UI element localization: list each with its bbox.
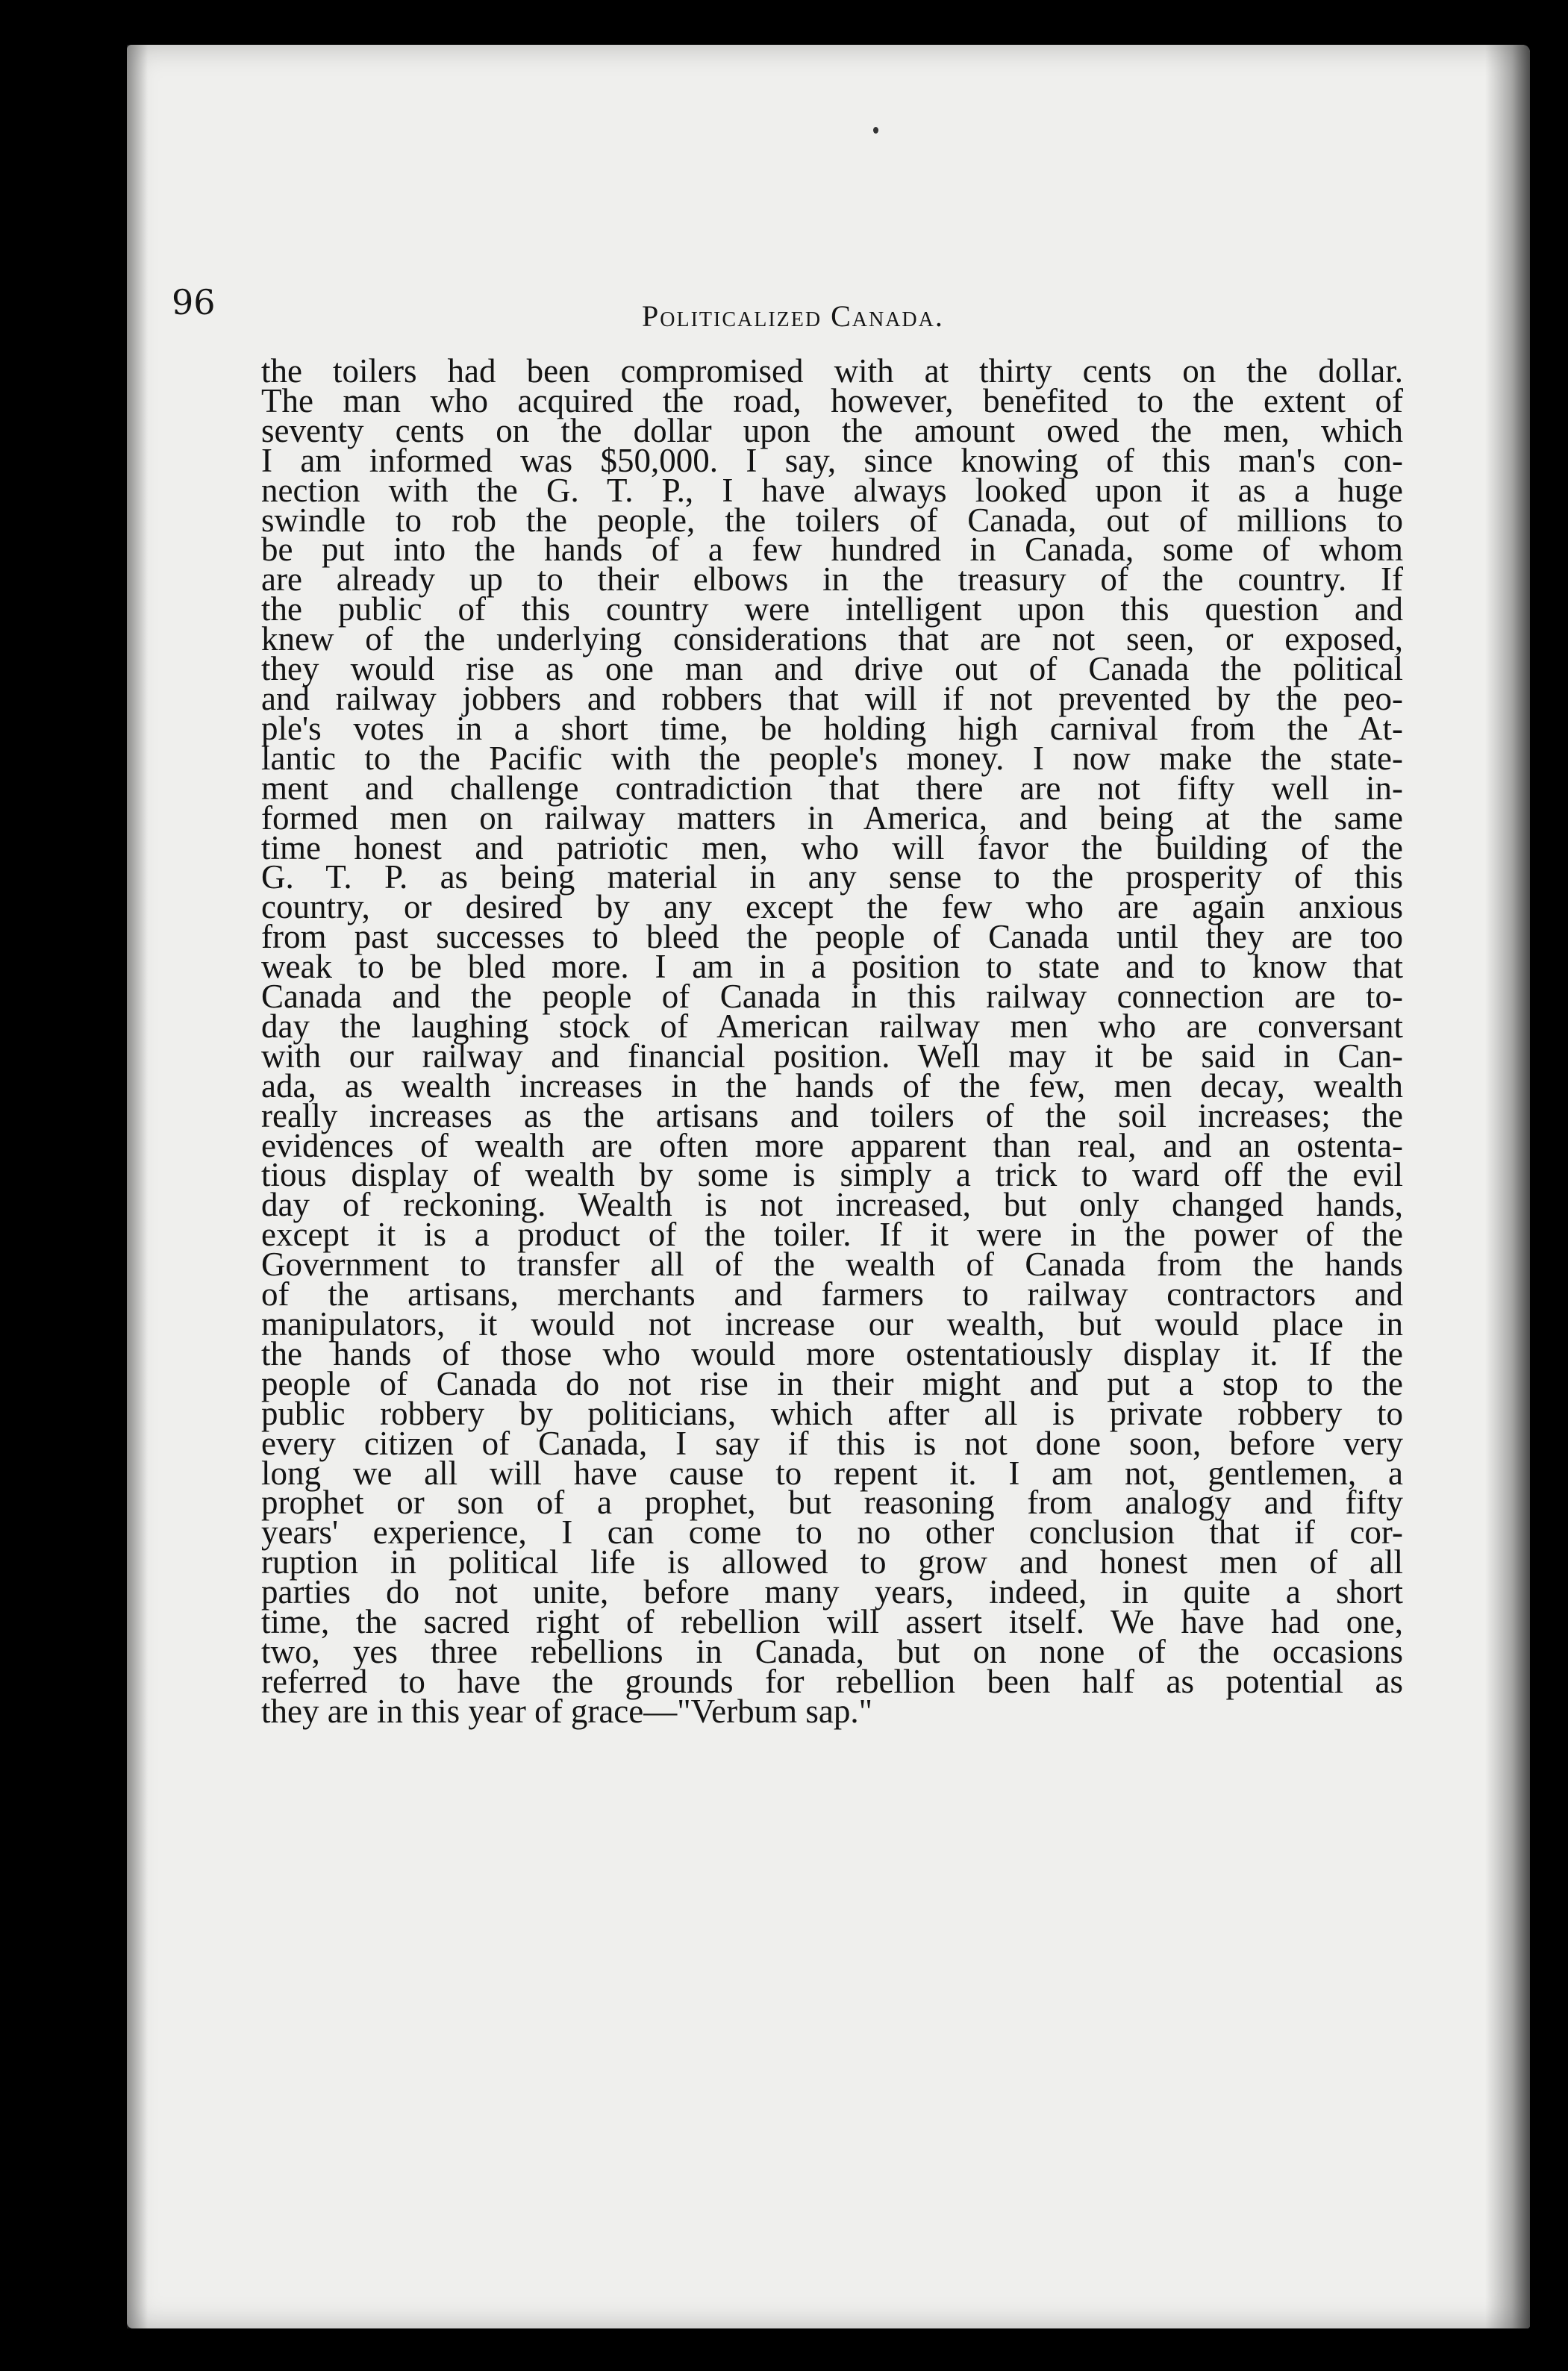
text-line: swindle to rob the people, the toilers of Canada, out of millions to [261, 501, 1403, 539]
text-line: except it is a product of the toiler. If it were in the power of the [261, 1216, 1403, 1254]
text-line: prophet or son of a prophet, but reasoning from analogy and fifty [261, 1484, 1403, 1522]
text-line: knew of the underlying considerations that are not seen, or exposed, [261, 620, 1403, 658]
text-line: tious display of wealth by some is simply a trick to ward off the evil [261, 1156, 1403, 1194]
text-line: manipulators, it would not increase our wealth, but would place in [261, 1305, 1403, 1343]
body-text [261, 352, 1403, 1730]
text-line: The man who acquired the road, however, benefited to the extent of [261, 381, 1403, 419]
text-line: with our railway and financial position. Well may it be said in Can- [261, 1037, 1403, 1075]
page-number: 96 [172, 282, 216, 322]
text-line: of the artisans, merchants and farmers to railway contractors and [261, 1275, 1403, 1313]
text-line: they are in this year of grace—"Verbum sap." [261, 1692, 872, 1730]
text-line: nection with the G. T. P., I have always looked upon it as a huge [261, 471, 1403, 509]
text-line: lantic to the Pacific with the people's money. I now make the state- [261, 739, 1403, 777]
text-line: formed men on railway matters in America, and being at the same [261, 799, 1403, 837]
scan-speck [873, 127, 878, 134]
page-shadow-right [1485, 45, 1530, 2328]
text-line: day the laughing stock of American railway men who are conversant [261, 1007, 1403, 1045]
running-title: Politicalized Canada. [642, 299, 944, 333]
text-line: country, or desired by any except the few who are again anxious [261, 888, 1403, 926]
text-line: evidences of wealth are often more apparent than real, and an ostenta- [261, 1126, 1403, 1164]
text-line: seventy cents on the dollar upon the amount owed the men, which [261, 411, 1403, 449]
text-line: day of reckoning. Wealth is not increased, but only changed hands, [261, 1186, 1403, 1224]
text-line: public robbery by politicians, which after all is private robbery to [261, 1394, 1403, 1432]
text-line: from past successes to bleed the people of Canada until they are too [261, 918, 1403, 956]
text-line: referred to have the grounds for rebellion been half as potential as [261, 1662, 1403, 1700]
page-shadow-left [127, 45, 148, 2328]
text-line: G. T. P. as being material in any sense to the prosperity of this [261, 858, 1403, 896]
text-line: the hands of those who would more ostentatiously display it. If the [261, 1334, 1403, 1372]
text-line: parties do not unite, before many years, indeed, in quite a short [261, 1573, 1403, 1611]
text-line: two, yes three rebellions in Canada, but on none of the occasions [261, 1632, 1403, 1670]
text-line: ple's votes in a short time, be holding high carnival from the At- [261, 709, 1403, 747]
text-line: the public of this country were intelligent upon this question and [261, 590, 1403, 628]
text-line: and railway jobbers and robbers that will if not prevented by the peo- [261, 679, 1403, 717]
text-line: long we all will have cause to repent it. I am not, gentlemen, a [261, 1454, 1403, 1492]
text-line: are already up to their elbows in the treasury of the country. If [261, 560, 1403, 599]
text-line: I am informed was $50,000. I say, since knowing of this man's con- [261, 441, 1403, 479]
running-head [172, 282, 1366, 334]
text-line: years' experience, I can come to no other conclusion that if cor- [261, 1513, 1403, 1552]
text-line: really increases as the artisans and toilers of the soil increases; the [261, 1096, 1403, 1134]
text-line: time honest and patriotic men, who will favor the building of the [261, 828, 1403, 866]
text-line: Canada and the people of Canada in this railway connection are to- [261, 978, 1403, 1016]
text-line: ruption in political life is allowed to grow and honest men of all [261, 1543, 1403, 1581]
text-line: time, the sacred right of rebellion will assert itself. We have had one, [261, 1603, 1403, 1641]
text-line: be put into the hands of a few hundred in Canada, some of whom [261, 531, 1403, 569]
text-line: the toilers had been compromised with at thirty cents on the dollar. [261, 352, 1403, 390]
text-line: ada, as wealth increases in the hands of the few, men decay, wealth [261, 1066, 1403, 1105]
text-line: they would rise as one man and drive out of Canada the political [261, 650, 1403, 688]
text-line: Government to transfer all of the wealth of Canada from the hands [261, 1246, 1403, 1284]
text-line: ment and challenge contradiction that there are not fifty well in- [261, 769, 1403, 807]
text-line: every citizen of Canada, I say if this is not done soon, before very [261, 1424, 1403, 1462]
text-line: people of Canada do not rise in their might and put a stop to the [261, 1364, 1403, 1402]
text-line: weak to be bled more. I am in a position to state and to know that [261, 948, 1403, 986]
